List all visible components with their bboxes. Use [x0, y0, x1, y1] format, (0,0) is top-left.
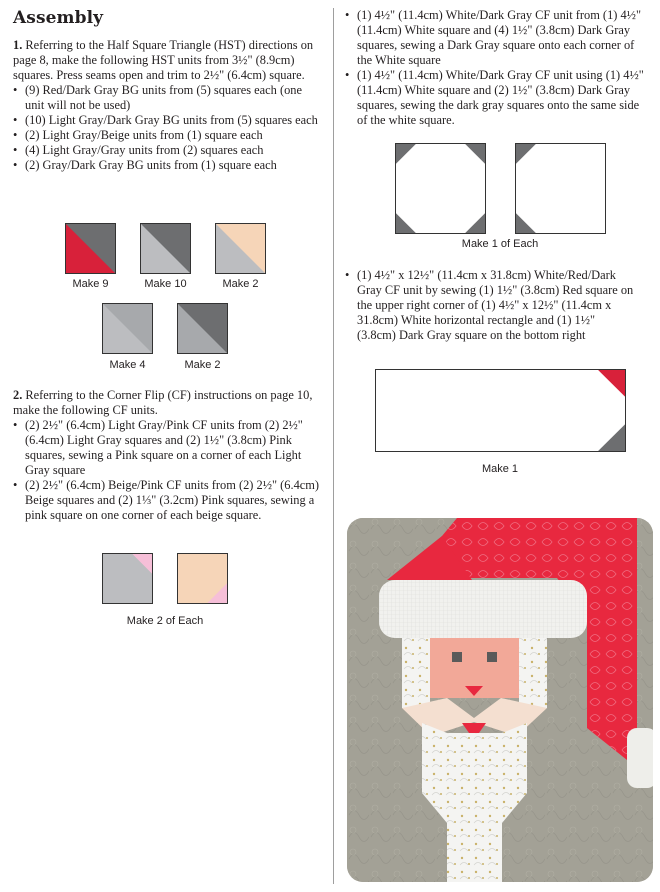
step1-list [13, 83, 321, 173]
list-item: • (2) 2½" (6.4cm) Light Gray/Pink CF units from (2) 2½" (6.4cm) Light Gray squares and (2) 1½" (3.8cm) Pink squares, sewing a Pink square on a corner of each Light Gray square [13, 418, 321, 478]
cf-beige-pink-block [177, 553, 228, 604]
step2-text: Referring to the Corner Flip (CF) instructions on page 10, make the following CF units. [13, 388, 313, 417]
right-list-rect [345, 268, 635, 343]
list-item: • (1) 4½" x 12½" (11.4cm x 31.8cm) White/Red/Dark Gray CF unit by sewing (1) 1½" (3.8cm) Red square on the upper right corner of (1) 4½" x 12½" (11.4cm x 31.8cm) White horizontal rectangle and (1) 1½" (3.8cm) Dark Gray square on the bottom right [345, 268, 635, 343]
list-item: • (10) Light Gray/Dark Gray BG units from (5) squares each [13, 113, 321, 128]
cf-lightgray-pink-block [102, 553, 153, 604]
hst-lightgray-beige-block [215, 223, 266, 274]
caption-make-2b: Make 2 [184, 359, 221, 371]
list-item: • (1) 4½" (11.4cm) White/Dark Gray CF unit using (1) 4½" (11.4cm) White square and (2) 1½" (3.8cm) Dark Gray squares, sewing the dark gray squares onto the same side of the white square. [345, 68, 645, 128]
santa-quilt-illustration [347, 518, 653, 882]
caption-make-2-each: Make 2 of Each [126, 615, 204, 627]
caption-make-4: Make 4 [109, 359, 146, 371]
list-item: • (2) Light Gray/Beige units from (1) square each [13, 128, 321, 143]
hst-lightgray-gray-block [102, 303, 153, 354]
list-item: • (1) 4½" (11.4cm) White/Dark Gray CF unit from (1) 4½" (11.4cm) White square and (4) 1½" (3.8cm) Dark Gray squares, sewing a Dark Gray square onto each corner of the White square [345, 8, 645, 68]
santa-quilt-photo [347, 518, 653, 882]
right-rect-section [345, 268, 635, 343]
cf-white-two-corners-block [515, 143, 606, 234]
caption-make-9: Make 9 [72, 278, 109, 290]
section-heading: Assembly [13, 8, 104, 28]
list-item: • (9) Red/Dark Gray BG units from (5) squares each (one unit will not be used) [13, 83, 321, 113]
step1-number: 1. [13, 38, 23, 52]
list-item: • (2) 2½" (6.4cm) Beige/Pink CF units from (2) 2½" (6.4cm) Beige squares and (2) 1⅓" (3.2cm) Pink squares, sewing a pink square on one corner of each beige square. [13, 478, 321, 523]
cf-white-four-corners-block [395, 143, 486, 234]
caption-make-1-each: Make 1 of Each [461, 238, 539, 250]
caption-make-1: Make 1 [481, 463, 519, 475]
list-item: • (2) Gray/Dark Gray BG units from (1) square each [13, 158, 321, 173]
step2-list [13, 418, 321, 523]
caption-make-2: Make 2 [222, 278, 259, 290]
hst-gray-darkgray-block [177, 303, 228, 354]
hst-red-darkgray-block [65, 223, 116, 274]
right-list-top [345, 8, 645, 128]
right-column [345, 8, 645, 128]
step1-intro [13, 38, 321, 83]
list-item: • (4) Light Gray/Gray units from (2) squares each [13, 143, 321, 158]
left-column [13, 8, 321, 173]
cf-white-red-darkgray-rectangle [375, 369, 626, 452]
column-divider [333, 8, 334, 884]
step2-intro [13, 388, 321, 418]
step1-text: Referring to the Half Square Triangle (HST) directions on page 8, make the following HST units from 3½" (8.9cm) squares. Press seams open and trim to 2½" (6.4cm) square. [13, 38, 314, 82]
hst-lightgray-darkgray-block [140, 223, 191, 274]
step2-section [13, 388, 321, 523]
caption-make-10: Make 10 [144, 278, 187, 290]
step2-number: 2. [13, 388, 23, 402]
